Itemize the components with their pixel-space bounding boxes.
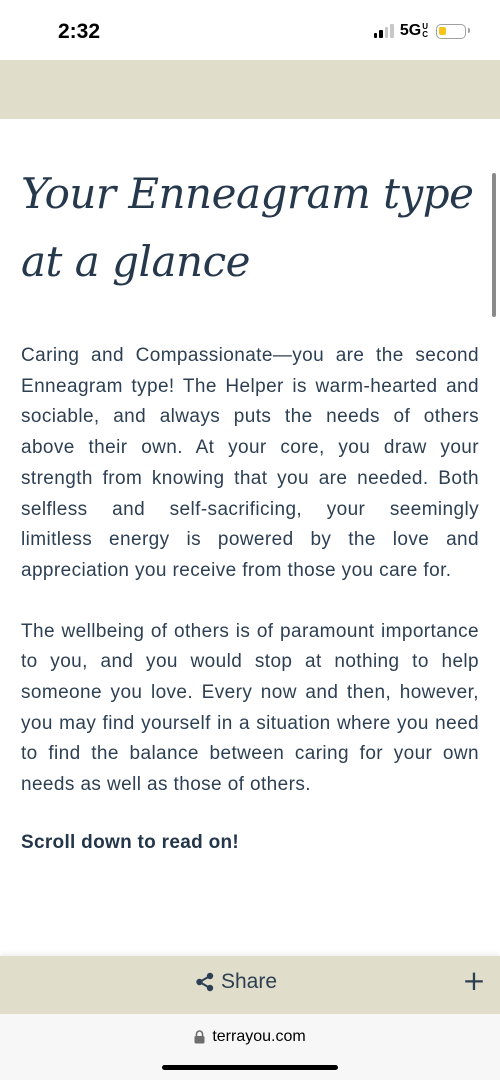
- share-button[interactable]: [195, 970, 277, 994]
- article-content: [21, 160, 479, 854]
- network-label: 5G: [399, 22, 422, 39]
- share-label: Share: [221, 970, 278, 993]
- battery-level: [439, 27, 446, 35]
- address-field[interactable]: [0, 1028, 500, 1046]
- expand-plus-button[interactable]: +: [462, 964, 486, 997]
- home-indicator[interactable]: [162, 1065, 338, 1070]
- status-bar: [0, 0, 500, 60]
- lock-icon: [194, 1030, 205, 1044]
- scroll-prompt: Scroll down to read on!: [21, 831, 240, 853]
- share-icon: [195, 972, 215, 992]
- article-paragraph-1: Caring and Compassionate—you are the second Enneagram type! The Helper is warm-hearted and sociable, and always puts the needs of others above their own. At your core, you draw your strength from knowing that you are needed. Both selfless and self-sacrificing, your seemingly limitless energy is powered by the love and appreciation you receive from those you care for.: [21, 345, 479, 581]
- status-time: 2:32: [58, 20, 101, 43]
- browser-url-bar: [0, 1014, 500, 1080]
- network-type: [400, 22, 428, 40]
- network-suffix: U C: [422, 22, 428, 39]
- url-text: terrayou.com: [212, 1028, 306, 1045]
- site-header-band: [0, 60, 500, 119]
- status-indicators: [374, 22, 466, 40]
- cellular-signal-icon: [374, 24, 394, 38]
- article-paragraph-2: The wellbeing of others is of paramount importance to you, and you would stop at nothing to help someone you love. Every now and then, however, you may find yourself in a situation where you need to find the balance between caring for your own needs as well as those of others.: [21, 620, 479, 796]
- article-title: Your Enneagram type at a glance: [21, 169, 474, 286]
- battery-icon: [436, 24, 466, 39]
- share-bar: [0, 956, 500, 1014]
- page-scrollbar[interactable]: [492, 173, 496, 317]
